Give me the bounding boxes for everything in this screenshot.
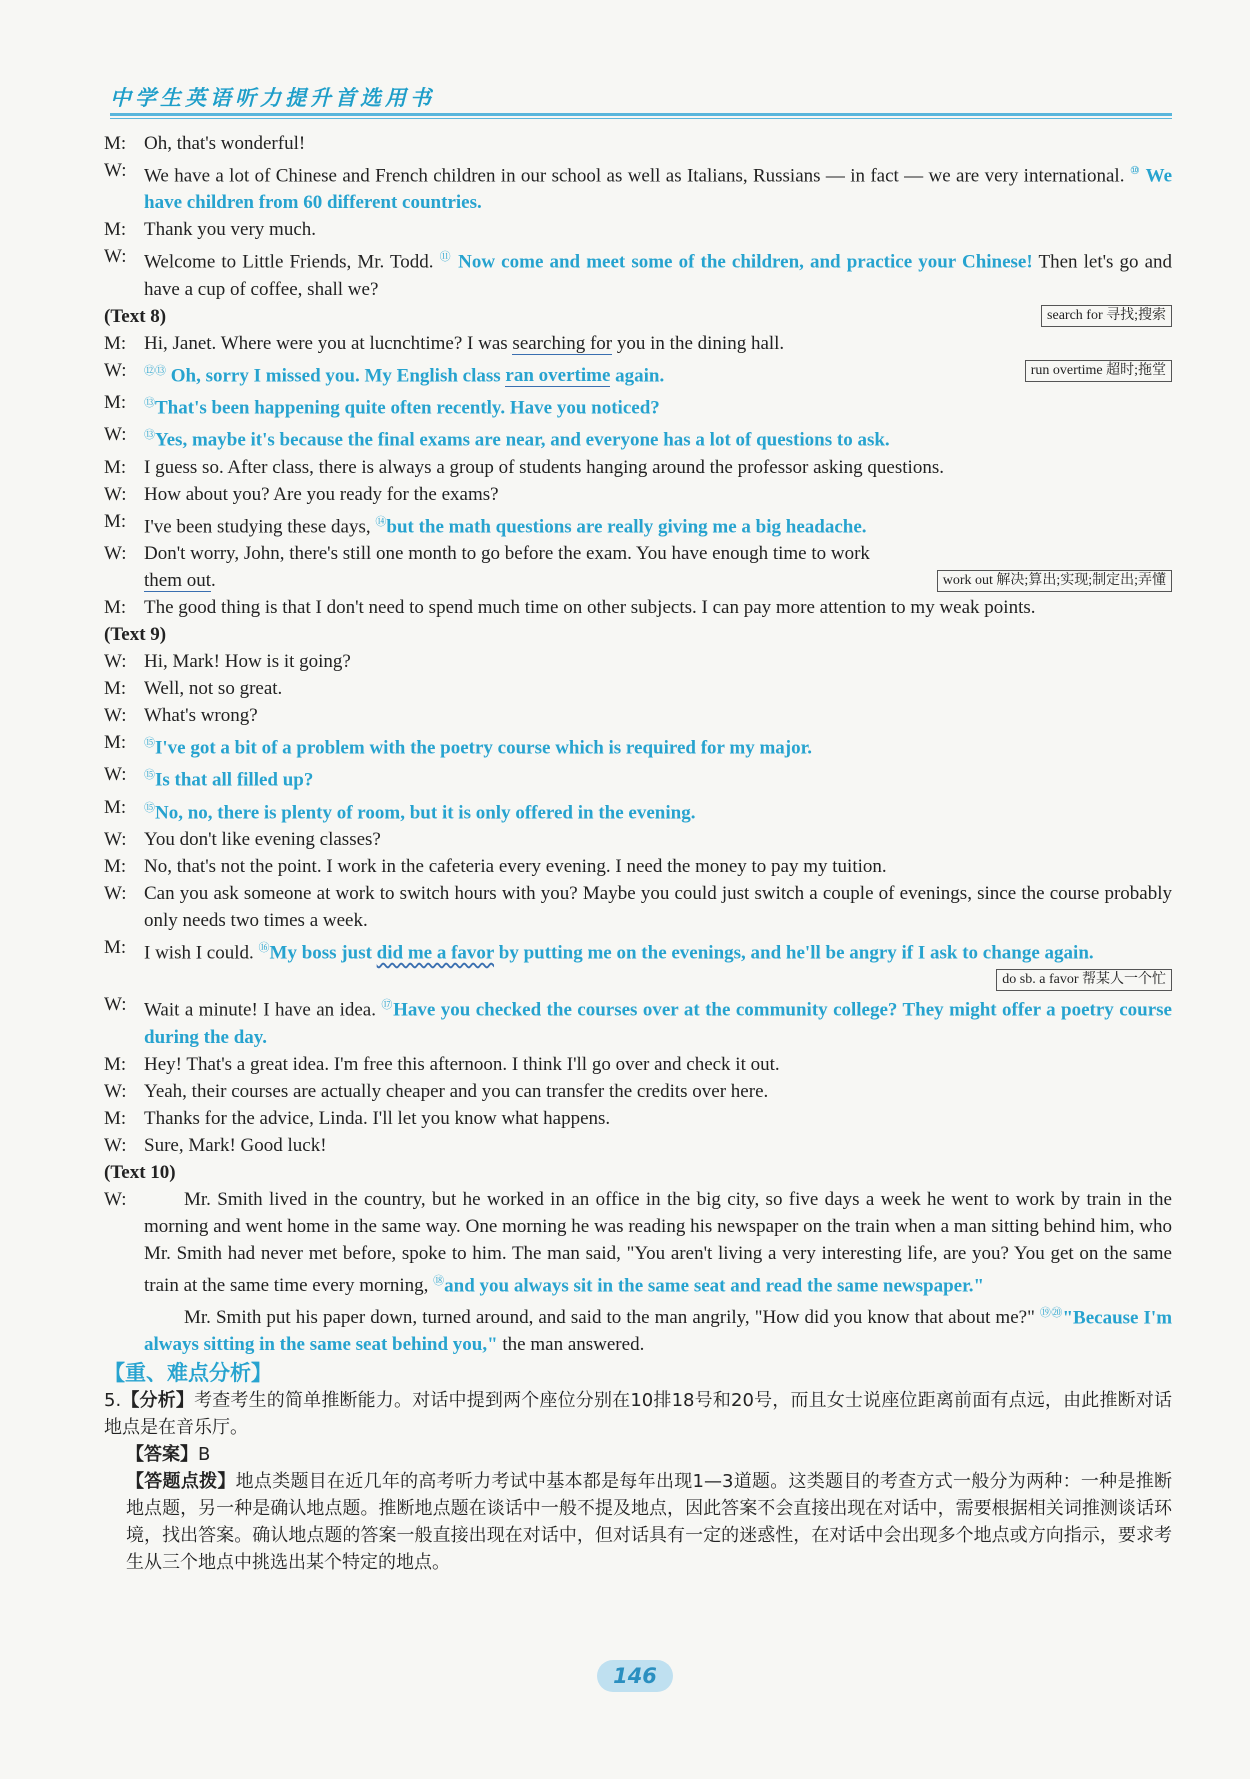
dialogue-text: Thank you very much.: [144, 219, 317, 241]
dialogue-text-part: I wish I could.: [144, 942, 254, 964]
dialogue-line: [104, 130, 1172, 157]
dialogue-line: [104, 853, 1172, 880]
wavy-phrase: did me a favor: [376, 942, 495, 964]
answer-value: B: [198, 1444, 211, 1466]
book-title: 中学生英语听力提升首选用书: [110, 86, 435, 110]
speaker: M:: [104, 219, 127, 241]
header-rule: [110, 113, 1172, 119]
dialogue-text: [144, 357, 1172, 389]
dialogue-text: [144, 729, 1172, 761]
passage-text-part: Mr. Smith put his paper down, turned around, and said to the man angrily, "How did you know that about me?": [184, 1307, 1035, 1329]
vocab-note: do sb. a favor 帮某人一个忙: [996, 969, 1172, 991]
underlined-phrase: them out: [144, 569, 212, 591]
analysis-label: 【分析】: [121, 1390, 195, 1412]
dialogue-text: [144, 243, 1172, 302]
passage-paragraph: [104, 1186, 1172, 1299]
dialogue-text: [144, 421, 1172, 453]
section-heading-text9: (Text 9): [104, 623, 167, 645]
vocab-note: work out 解决;算出;实现;制定出;弄懂: [937, 570, 1172, 592]
speaker: M:: [104, 332, 127, 354]
dialogue-line: [104, 1105, 1172, 1132]
question-marker: ⑭: [375, 514, 387, 528]
dialogue-text-part: I've been studying these days,: [144, 515, 371, 537]
dialogue-text: What's wrong?: [144, 704, 258, 726]
speaker: M:: [104, 510, 127, 532]
vocab-note: run overtime 超时;拖堂: [1025, 360, 1172, 382]
passage-paragraph: [104, 1299, 1172, 1358]
dialogue-line: [104, 934, 1172, 991]
key-sentence: [270, 942, 1094, 963]
tip-text: 地点类题目在近几年的高考听力考试中基本都是每年出现1—3道题。这类题目的考查方式一般分为两种：一种是推断地点题，另一种是确认地点题。推断地点题在谈话中一般不提及地点，因此答案不会直接出现在对话中，需要根据相关词推测谈话环境，找出答案。确认地点题的答案一般直接出现在对话中，但对话具有一定的迷惑性，在对话中会出现多个地点或方向指示，要求考生从三个地点中挑选出某个特定的地点。: [126, 1471, 1173, 1574]
dialogue-text: [144, 991, 1172, 1050]
dialogue-text: The good thing is that I don't need to spend much time on other subjects. I can pay more attention to my weak points.: [144, 596, 1036, 618]
dialogue-text: Can you ask someone at work to switch hours with you? Maybe you could just switch a couple of evenings, since the course probably only needs two times a week.: [144, 882, 1172, 931]
dialogue-text-part: Welcome to Little Friends, Mr. Todd.: [144, 251, 434, 273]
dialogue-text: Yeah, their courses are actually cheaper and you can transfer the credits over here.: [144, 1080, 769, 1102]
key-sentence: [171, 365, 665, 387]
dialogue-text: I guess so. After class, there is always a group of students hanging around the professor asking questions.: [144, 456, 944, 478]
dialogue-text: No, that's not the point. I work in the cafeteria every evening. I need the money to pay my tuition.: [144, 855, 887, 877]
speaker: M:: [104, 391, 127, 413]
dialogue-line: [104, 454, 1172, 481]
question-marker: ⑯: [258, 940, 270, 954]
speaker: M:: [104, 855, 127, 877]
underlined-phrase: ran overtime: [505, 364, 611, 386]
speaker: M:: [104, 731, 127, 753]
dialogue-line: [104, 729, 1172, 761]
key-sentence: Now come and meet some of the children, and practice your Chinese!: [458, 251, 1033, 273]
key-sentence-part: My boss just: [269, 942, 377, 964]
question-marker: ⑮: [144, 735, 155, 749]
dialogue-line: [104, 330, 1172, 357]
question-marker: ⑪: [439, 250, 453, 264]
dialogue-text: Oh, that's wonderful!: [144, 133, 306, 154]
speaker: W:: [104, 1080, 127, 1102]
passage-text-part: Mr. Smith lived in the country, but he worked in an office in the big city, so five days a week he went to work by train in the morning and went home in the same way. One morning he was reading his newspaper on the train when a man sitting behind him, who Mr. Smith had never met before, spoke to him. The man said, "You aren't living a very interesting life, are you? You get on the same train at the same time every morning,: [144, 1188, 1172, 1296]
dialogue-line: [104, 508, 1172, 540]
dialogue-text: You don't like evening classes?: [144, 828, 381, 850]
underlined-phrase: searching for: [512, 332, 613, 354]
speaker: M:: [104, 936, 127, 958]
dialogue-text: [144, 508, 1172, 540]
speaker: M:: [104, 796, 127, 818]
speaker: M:: [104, 677, 127, 699]
key-sentence: Is that all filled up?: [155, 769, 314, 791]
dialogue-line: [104, 357, 1172, 389]
page-body: [104, 130, 1172, 1576]
dialogue-line: [104, 594, 1172, 621]
speaker-spacer: [104, 1299, 144, 1358]
answer-label: 【答案】: [126, 1444, 198, 1466]
dialogue-line: [104, 991, 1172, 1050]
key-sentence: Have you checked the courses over at the community college? They might offer a poetry course during the day.: [144, 999, 1172, 1048]
dialogue-text: How about you? Are you ready for the exams?: [144, 483, 499, 505]
dialogue-text: [144, 934, 1172, 991]
speaker: W:: [104, 246, 127, 268]
tip-paragraph: [104, 1468, 1172, 1576]
question-marker: ⑮: [144, 768, 155, 782]
speaker: W:: [104, 1188, 127, 1210]
question-marker: ⑩: [1129, 164, 1141, 177]
running-header: [110, 82, 1170, 116]
dialogue-line: [104, 675, 1172, 702]
dialogue-text: Thanks for the advice, Linda. I'll let you know what happens.: [144, 1107, 611, 1129]
speaker: W:: [104, 828, 127, 850]
dialogue-line: [104, 761, 1172, 793]
dialogue-line: [104, 826, 1172, 853]
dialogue-line: [104, 794, 1172, 826]
speaker: M:: [104, 1107, 127, 1129]
analysis-text: 考查考生的简单推断能力。对话中提到两个座位分别在10排18号和20号，而且女士说座位距离前面有点远，由此推断对话地点是在音乐厅。: [104, 1390, 1172, 1439]
speaker: W:: [104, 994, 127, 1016]
heading-label: (Text 8): [104, 305, 167, 327]
dialogue-line: [104, 1051, 1172, 1078]
key-sentence: and you always sit in the same seat and read the same newspaper.": [444, 1274, 985, 1296]
dialogue-text: Hi, Mark! How is it going?: [144, 650, 351, 672]
key-sentence: That's been happening quite often recently. Have you noticed?: [155, 397, 660, 419]
key-sentence: "Because I'm always sitting in the same seat behind you,": [144, 1307, 1173, 1356]
passage-text: [144, 1186, 1172, 1299]
key-sentence: Yes, maybe it's because the final exams are near, and everyone has a lot of questions to ask.: [155, 429, 890, 451]
dialogue-line: [104, 648, 1172, 675]
dialogue-text: [144, 761, 1172, 793]
section-heading-text10: (Text 10): [104, 1161, 176, 1183]
dialogue-line: [104, 389, 1172, 421]
analysis-question: [104, 1387, 1172, 1441]
dialogue-text: [144, 794, 1172, 826]
question-marker: ⑬: [144, 428, 155, 442]
dialogue-line: [104, 702, 1172, 729]
speaker: M:: [104, 1053, 127, 1075]
question-marker: ⑱: [433, 1273, 445, 1287]
dialogue-text: Well, not so great.: [144, 677, 283, 699]
speaker: W:: [104, 542, 127, 564]
dialogue-line: [104, 1078, 1172, 1105]
answer-line: [104, 1441, 1172, 1468]
dialogue-text-part: you in the dining hall.: [612, 332, 785, 354]
dialogue-text: [144, 157, 1172, 216]
key-sentence: No, no, there is plenty of room, but it is only offered in the evening.: [155, 801, 696, 823]
question-marker: ⑰: [381, 998, 394, 1012]
dialogue-line: [104, 540, 1172, 594]
speaker: W:: [104, 483, 127, 505]
dialogue-line: [104, 481, 1172, 508]
dialogue-text-part: we are very international.: [928, 165, 1125, 187]
speaker: W:: [104, 650, 127, 672]
vocab-note: search for 寻找;搜索: [1041, 305, 1172, 327]
speaker: W:: [104, 882, 127, 904]
tip-label: 【答题点拨】: [126, 1471, 236, 1493]
dialogue-line: [104, 1132, 1172, 1159]
dialogue-text: [144, 389, 1172, 421]
dialogue-text-part: Then let's go and have a cup of coffee, shall we?: [144, 251, 1173, 300]
speaker: M:: [104, 456, 127, 478]
question-marker: ⑮: [144, 800, 155, 814]
dialogue-text: Sure, Mark! Good luck!: [144, 1134, 327, 1156]
speaker: W:: [104, 359, 127, 381]
key-sentence: but the math questions are really giving me a big headache.: [386, 515, 867, 537]
speaker: M:: [104, 596, 127, 618]
speaker: W:: [104, 160, 127, 181]
passage-text: [144, 1299, 1172, 1358]
dialogue-text-part: Wait a minute! I have an idea.: [144, 999, 376, 1021]
question-number: 5.: [104, 1390, 122, 1412]
key-sentence: I've got a bit of a problem with the poetry course which is required for my major.: [155, 737, 813, 759]
dialogue-text-part: We have a lot of Chinese and French children in our school as well as Italians, Russians — in fact —: [144, 165, 924, 187]
section-heading-text8: [104, 303, 1172, 330]
speaker: W:: [104, 704, 127, 726]
dialogue-text-part: Don't worry, John, there's still one month to go before the exam. You have enough time to work: [144, 542, 870, 564]
question-marker: ⑲⑳: [1039, 1305, 1063, 1319]
key-sentence: We have children from 60 different countries.: [144, 165, 1173, 214]
dialogue-text: Don't worry, John, there's still one month to go before the exam. You have enough time to work them out. work out 解决;算出;实现;制定出;弄懂: [144, 540, 1172, 594]
speaker: M:: [104, 133, 127, 154]
question-marker: ⑫⑬: [144, 363, 166, 377]
speaker: W:: [104, 764, 127, 786]
dialogue-text-part: Hi, Janet. Where were you at lucnchtime? I was: [144, 332, 513, 354]
dialogue-line: [104, 157, 1172, 216]
speaker: W:: [104, 424, 127, 446]
key-sentence-part: again.: [610, 364, 665, 386]
key-sentence-part: by putting me on the evenings, and he'll be angry if I ask to change again.: [494, 942, 1094, 964]
question-marker: ⑬: [144, 395, 155, 409]
dialogue-line: [104, 880, 1172, 934]
dialogue-line: [104, 216, 1172, 243]
dialogue-line: [104, 243, 1172, 302]
dialogue-text: [144, 330, 1172, 357]
dialogue-text: Hey! That's a great idea. I'm free this afternoon. I think I'll go over and check it out.: [144, 1053, 780, 1075]
analysis-title: 【重、难点分析】: [104, 1361, 272, 1386]
dialogue-line: [104, 421, 1172, 453]
page-number: 146: [597, 1660, 673, 1692]
key-sentence-part: Oh, sorry I missed you. My English class: [170, 364, 506, 386]
passage-text-part: the man answered.: [502, 1334, 645, 1356]
speaker: W:: [104, 1134, 127, 1156]
